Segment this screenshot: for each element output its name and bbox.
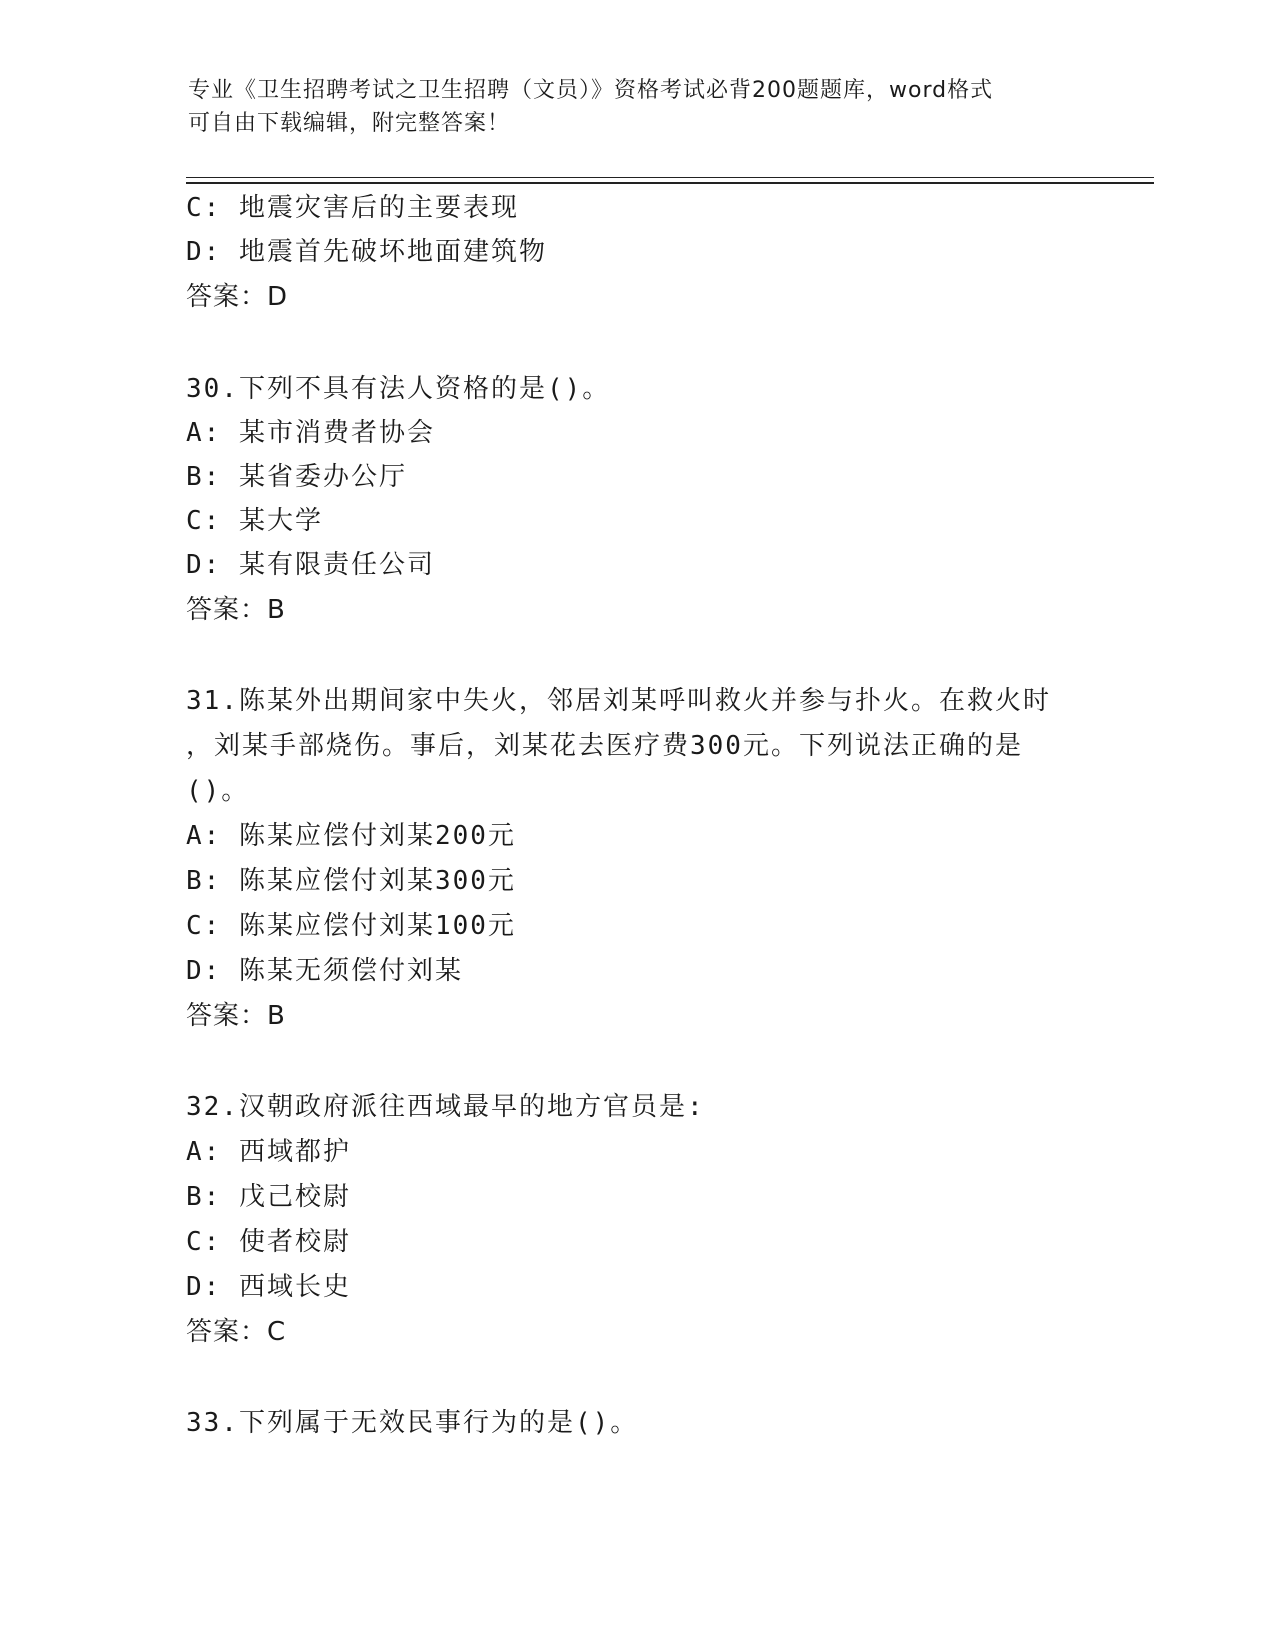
q32-option-d: D: 西域长史 — [186, 1272, 351, 1302]
q31-option-d: D: 陈某无须偿付刘某 — [186, 956, 463, 986]
document-header — [188, 74, 1068, 140]
q33-stem: 33.下列属于无效民事行为的是()。 — [186, 1408, 639, 1438]
header-divider-thin — [186, 177, 1154, 178]
q29-option-c: C: 地震灾害后的主要表现 — [186, 193, 519, 223]
q31-option-c: C: 陈某应偿付刘某100元 — [186, 911, 516, 941]
q30-option-c: C: 某大学 — [186, 506, 323, 536]
header-title-line-2: 可自由下载编辑，附完整答案！ — [188, 111, 511, 136]
q29-option-d: D: 地震首先破坏地面建筑物 — [186, 237, 547, 267]
q29-answer: 答案：D — [186, 282, 289, 312]
q31-answer: 答案：B — [186, 1001, 286, 1031]
q32-option-b: B: 戊己校尉 — [186, 1182, 351, 1212]
q32-answer: 答案：C — [186, 1317, 287, 1347]
header-title-line-1: 专业《卫生招聘考试之卫生招聘（文员）》资格考试必背200题题库，word格式 — [188, 78, 994, 103]
q30-option-d: D: 某有限责任公司 — [186, 550, 435, 580]
q31-stem-line-1: 31.陈某外出期间家中失火，邻居刘某呼叫救火并参与扑火。在救火时 — [186, 686, 1051, 716]
q30-option-b: B: 某省委办公厅 — [186, 462, 407, 492]
q31-option-a: A: 陈某应偿付刘某200元 — [186, 821, 516, 851]
q31-stem-line-3: ()。 — [186, 776, 250, 806]
q30-stem: 30.下列不具有法人资格的是()。 — [186, 374, 611, 404]
q31-option-b: B: 陈某应偿付刘某300元 — [186, 866, 516, 896]
q30-answer: 答案：B — [186, 595, 286, 625]
q31-stem-line-2: ，刘某手部烧伤。事后，刘某花去医疗费300元。下列说法正确的是 — [186, 731, 1023, 761]
q32-option-a: A: 西域都护 — [186, 1137, 351, 1167]
q32-stem: 32.汉朝政府派往西域最早的地方官员是: — [186, 1092, 705, 1122]
q32-option-c: C: 使者校尉 — [186, 1227, 351, 1257]
q30-option-a: A: 某市消费者协会 — [186, 418, 435, 448]
header-divider-thick — [186, 182, 1154, 184]
